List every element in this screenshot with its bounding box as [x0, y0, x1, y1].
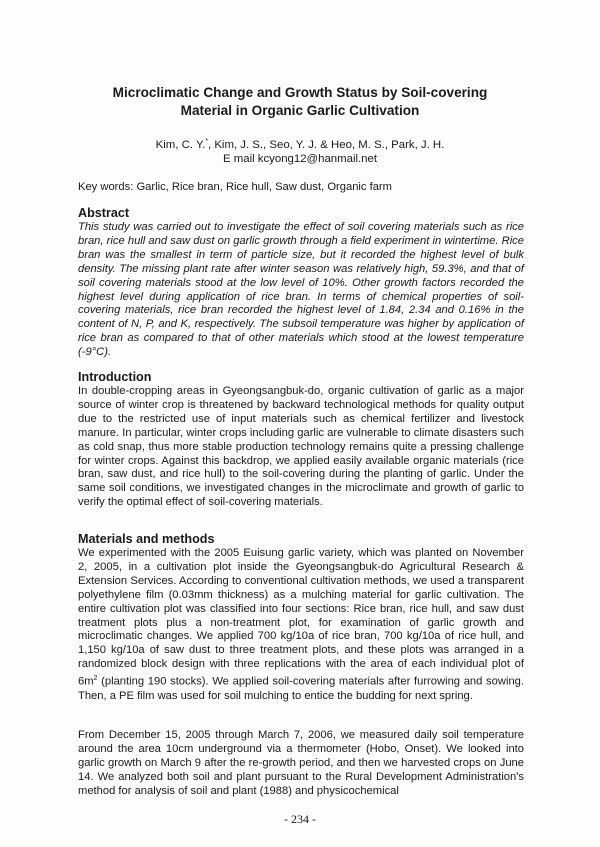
author-block: [60, 135, 540, 167]
methods-text: [78, 547, 524, 704]
paper-title: [60, 84, 540, 120]
methods-heading: Materials and methods: [78, 532, 215, 546]
other-authors: , Kim, J. S., Seo, Y. J. & Heo, M. S., Park, J. H.: [208, 138, 445, 151]
introduction-text: In double-cropping areas in Gyeongsangbuk-do, organic cultivation of garlic as a major source of winter crop is threatened by backward technological methods for quality output due to the restricted use of input materials such as chemical fertilizer and livestock manure. In particular, winter crops including garlic are vulnerable to climate disasters such as cold snap, thus more stable production technology remains quite a pressing challenge for winter crops. Against this backdrop, we applied easily available organic materials (rice bran, saw dust, and rice hull) to the soil-covering during the planting of garlic. Under the same soil conditions, we investigated changes in the microclimate and growth of garlic to verify the optimal effect of soil-covering materials.: [78, 385, 524, 509]
author-email: E mail kcyong12@hanmail.net: [222, 153, 378, 166]
abstract-heading: Abstract: [78, 206, 130, 220]
methods-text-2: From December 15, 2005 through March 7, 2006, we measured daily soil temperature around the area 10cm underground via a thermometer (Hobo, Onset). We looked into garlic growth on March 9 after the re-growth period, and then we harvested crops on June 14. We analyzed both soil and plant pursuant to the Rural Development Administration's method for analysis of soil and plant (1988) and physicochemical: [78, 729, 524, 797]
first-author: Kim, C. Y.: [155, 138, 206, 151]
author-list: [60, 135, 540, 152]
title-line-1: Microclimatic Change and Growth Status by Soil-covering: [112, 85, 488, 100]
methods-text-part-1: We experimented with the 2005 Euisung garlic variety, which was planted on November 2, 2005, in a cultivation plot inside the Gyeongsangbuk-do Agricultural Research & Extension Services. According to conventional cultivation methods, we used a transparent polyethylene film (0.03mm thickness) as a mulching material for garlic cultivation. The entire cultivation plot was classified into four sections: Rice bran, rice hull, and saw dust treatment plots plus a non-treatment plot, for examination of garlic growth and microclimatic changes. We applied 700 kg/10a of rice bran, 700 kg/10a of rice hull, and 1,150 kg/10a of saw dust to three treatment plots, and these plots was arranged in a randomized block design with three replications with the area of each individual plot of 6m: [78, 547, 524, 688]
page-number: - 234 -: [284, 812, 316, 826]
corresponding-mark: *: [205, 138, 208, 145]
superscript-2: 2: [93, 675, 98, 683]
abstract-text: This study was carried out to investigate the effect of soil covering materials such as rice bran, rice hull and saw dust on garlic growth through a field experiment in wintertime. Rice bran was the smallest in term of particle size, but it recorded the highest level of bulk density. The missing plant rate after winter season was relatively high, 59.3%, and that of soil covering materials stood at the low level of 10%. Other growth factors recorded the highest level during application of rice bran. In terms of chemical properties of soil-covering materials, rice bran recorded the highest level of 1.84, 2.34 and 0.16% in the content of N, P, and K, respectively. The subsoil temperature was higher by application of rice bran as compared to that of other materials which stood at the lowest temperature (-9°C).: [78, 221, 524, 359]
title-line-2: Material in Organic Garlic Cultivation: [180, 103, 420, 118]
methods-text-part-2: (planting 190 stocks). We applied soil-covering materials after furrowing and sowing. Then, a PE film was used for soil mulching to entice the budding for next spring.: [78, 675, 524, 702]
introduction-heading: Introduction: [78, 370, 152, 384]
keywords: Key words: Garlic, Rice bran, Rice hull, Saw dust, Organic farm: [78, 181, 392, 193]
